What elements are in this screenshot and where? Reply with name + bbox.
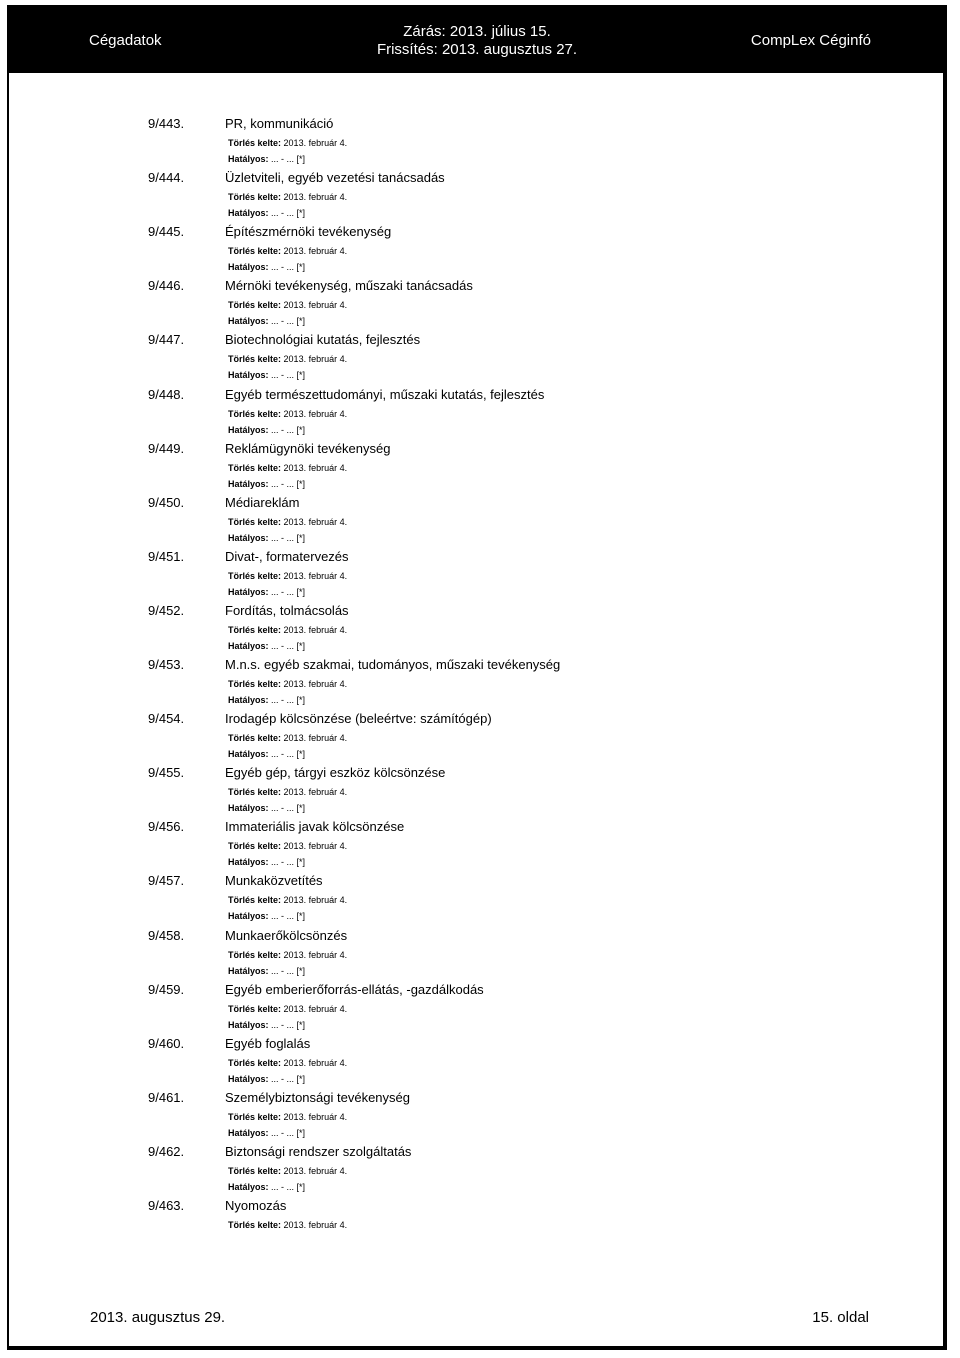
entry-title: Biotechnológiai kutatás, fejlesztés [225,332,421,348]
list-item [0,387,960,441]
entry-deletion-date [228,1112,347,1122]
entry-title: PR, kommunikáció [225,116,334,131]
deletion-value: 2013. február 4. [283,1165,348,1176]
entry-validity [228,911,305,921]
validity-value: ... - ... [*] [271,1019,306,1030]
header-refresh-date: Frissítés: 2013. augusztus 27. [376,41,578,58]
header-closing-date: Zárás: 2013. július 15. [403,23,551,40]
entry-title: Fordítás, tolmácsolás [225,602,349,618]
entry-number: 9/462. [148,1143,185,1159]
entry-title: Személybiztonsági tevékenység [225,1089,410,1105]
list-item [0,116,960,170]
validity-label: Hatályos: [228,803,269,814]
validity-label: Hatályos: [228,749,269,760]
entry-title: Egyéb természettudományi, műszaki kutatás, fejlesztés [225,386,545,402]
deletion-value: 2013. február 4. [283,1057,348,1068]
validity-value: ... - ... [*] [271,1181,306,1192]
entry-validity [228,695,305,705]
deletion-label: Törlés kelte: [228,624,282,635]
entry-title: Mérnöki tevékenység, műszaki tanácsadás [225,278,473,294]
list-item [0,711,960,765]
validity-value: ... - ... [*] [271,424,306,435]
entry-title: Nyomozás [225,1198,287,1213]
entry-validity [228,262,305,272]
list-item [0,1198,960,1252]
deletion-label: Törlés kelte: [228,679,282,689]
deletion-value: 2013. február 4. [283,733,348,744]
entry-deletion-date [228,679,347,689]
entry-deletion-date [228,787,347,797]
entry-number: 9/445. [148,224,185,240]
deletion-label: Törlés kelte: [228,408,282,419]
entry-deletion-date [228,1004,347,1014]
entry-number: 9/448. [148,386,185,402]
entry-validity [228,857,305,867]
list-item [0,603,960,657]
entry-title: Építészmérnöki tevékenység [225,224,392,240]
list-item [0,819,960,873]
deletion-label: Törlés kelte: [228,138,282,148]
deletion-label: Törlés kelte: [228,354,282,365]
entry-title: Munkaközvetítés [225,873,323,889]
entry-deletion-date [228,192,347,202]
header-company-data-label: Cégadatok [89,32,162,49]
entry-deletion-date [228,733,347,743]
deletion-value: 2013. február 4. [283,192,348,203]
entry-number: 9/452. [148,602,185,618]
entry-validity [228,641,305,651]
validity-value: ... - ... [*] [271,857,306,868]
entry-number: 9/455. [148,765,185,781]
validity-label: Hatályos: [228,208,269,219]
deletion-value: 2013. február 4. [283,246,348,257]
entry-deletion-date [228,1166,347,1176]
entry-number: 9/447. [148,332,185,348]
deletion-label: Törlés kelte: [228,1057,282,1068]
entry-deletion-date [228,354,347,364]
list-item [0,1090,960,1144]
validity-value: ... - ... [*] [271,695,306,705]
validity-label: Hatályos: [228,857,269,868]
entry-deletion-date [228,246,347,256]
entry-title: Immateriális javak kölcsönzése [225,819,405,835]
list-item [0,1036,960,1090]
deletion-label: Törlés kelte: [228,300,282,311]
entry-deletion-date [228,409,347,419]
entry-deletion-date [228,895,347,905]
validity-value: ... - ... [*] [271,1127,306,1138]
entry-deletion-date [228,1058,347,1068]
validity-value: ... - ... [*] [271,370,306,381]
deletion-label: Törlés kelte: [228,1111,282,1122]
entry-validity [228,749,305,759]
entry-validity [228,533,305,543]
list-item [0,441,960,495]
deletion-value: 2013. február 4. [283,300,348,311]
validity-value: ... - ... [*] [271,586,306,597]
validity-value: ... - ... [*] [271,262,306,273]
entry-number: 9/444. [148,170,185,186]
entry-deletion-date [228,300,347,310]
list-item [0,278,960,332]
deletion-label: Törlés kelte: [228,1003,282,1014]
entry-number: 9/446. [148,278,185,294]
deletion-value: 2013. február 4. [283,1003,348,1014]
entry-validity [228,587,305,597]
entry-validity [228,1182,305,1192]
entry-deletion-date [228,841,347,851]
validity-label: Hatályos: [228,640,269,651]
validity-value: ... - ... [*] [271,316,306,327]
list-item [0,495,960,549]
entry-validity [228,425,305,435]
entry-title: Divat-, formatervezés [225,548,349,564]
entry-title: Egyéb emberierőforrás-ellátás, -gazdálkodás [225,981,484,997]
entry-deletion-date [228,517,347,527]
list-item [0,224,960,278]
validity-label: Hatályos: [228,1073,269,1084]
validity-value: ... - ... [*] [271,1073,306,1084]
list-item [0,765,960,819]
entry-number: 9/456. [148,819,185,835]
entry-title: Reklámügynöki tevékenység [225,440,391,456]
entry-title: Biztonsági rendszer szolgáltatás [225,1143,412,1159]
page-header [7,5,947,73]
entry-title: Médiareklám [225,494,300,510]
validity-label: Hatályos: [228,424,269,435]
validity-label: Hatályos: [228,478,269,489]
deletion-label: Törlés kelte: [228,1220,282,1230]
validity-value: ... - ... [*] [271,965,306,976]
validity-label: Hatályos: [228,1181,269,1192]
validity-value: ... - ... [*] [271,208,306,219]
entry-validity [228,208,305,218]
entry-number: 9/459. [148,981,185,997]
entry-validity [228,1020,305,1030]
entry-validity [228,803,305,813]
entry-deletion-date [228,138,347,148]
entry-validity [228,966,305,976]
footer-page-number: 15. oldal [812,1309,869,1326]
entry-deletion-date [228,950,347,960]
list-item [0,332,960,386]
validity-value: ... - ... [*] [271,478,306,489]
deletion-label: Törlés kelte: [228,949,282,960]
list-item [0,170,960,224]
validity-label: Hatályos: [228,316,269,327]
entry-number: 9/460. [148,1035,185,1051]
deletion-value: 2013. február 4. [283,895,348,906]
deletion-label: Törlés kelte: [228,462,282,473]
deletion-value: 2013. február 4. [283,138,348,148]
deletion-value: 2013. február 4. [283,787,348,798]
entry-validity [228,479,305,489]
deletion-value: 2013. február 4. [283,1111,348,1122]
deletion-label: Törlés kelte: [228,246,282,257]
entry-number: 9/453. [148,657,185,672]
deletion-label: Törlés kelte: [228,516,282,527]
deletion-label: Törlés kelte: [228,787,282,798]
validity-label: Hatályos: [228,1127,269,1138]
deletion-value: 2013. február 4. [283,408,348,419]
validity-value: ... - ... [*] [271,154,306,164]
validity-value: ... - ... [*] [271,640,306,651]
entry-number: 9/450. [148,494,185,510]
deletion-label: Törlés kelte: [228,895,282,906]
validity-label: Hatályos: [228,695,269,705]
deletion-value: 2013. február 4. [283,841,348,852]
list-item [0,928,960,982]
validity-label: Hatályos: [228,262,269,273]
entry-validity [228,1128,305,1138]
entry-deletion-date [228,1220,347,1230]
deletion-label: Törlés kelte: [228,570,282,581]
list-item [0,982,960,1036]
deletion-label: Törlés kelte: [228,1165,282,1176]
entry-number: 9/461. [148,1089,185,1105]
entry-number: 9/454. [148,711,185,727]
entry-validity [228,316,305,326]
entry-number: 9/457. [148,873,185,889]
deletion-label: Törlés kelte: [228,841,282,852]
list-item [0,549,960,603]
entry-title: Egyéb gép, tárgyi eszköz kölcsönzése [225,765,446,781]
deletion-value: 2013. február 4. [283,624,348,635]
entry-number: 9/451. [148,548,185,564]
deletion-value: 2013. február 4. [283,516,348,527]
entry-number: 9/458. [148,927,185,943]
entry-title: Egyéb foglalás [225,1035,311,1051]
validity-label: Hatályos: [228,154,269,164]
validity-label: Hatályos: [228,1019,269,1030]
entry-deletion-date [228,625,347,635]
deletion-label: Törlés kelte: [228,733,282,744]
entry-validity [228,1074,305,1084]
entry-deletion-date [228,463,347,473]
header-product-name: CompLex Céginfó [750,32,871,49]
footer-date: 2013. augusztus 29. [90,1309,226,1326]
validity-label: Hatályos: [228,586,269,597]
deletion-label: Törlés kelte: [228,192,282,203]
entry-title: Munkaerőkölcsönzés [225,927,348,943]
entry-validity [228,154,305,164]
entry-validity [228,370,305,380]
validity-label: Hatályos: [228,911,269,922]
list-item [0,1144,960,1198]
validity-value: ... - ... [*] [271,532,306,543]
entry-title: Irodagép kölcsönzése (beleértve: számítógép) [225,711,492,727]
validity-label: Hatályos: [228,370,269,381]
validity-value: ... - ... [*] [271,911,306,922]
deletion-value: 2013. február 4. [283,570,348,581]
deletion-value: 2013. február 4. [283,354,348,365]
validity-label: Hatályos: [228,965,269,976]
list-item [0,657,960,711]
validity-value: ... - ... [*] [271,749,306,760]
validity-value: ... - ... [*] [271,803,306,814]
entry-title: Üzletviteli, egyéb vezetési tanácsadás [225,170,445,186]
entry-deletion-date [228,571,347,581]
validity-label: Hatályos: [228,532,269,543]
list-item [0,873,960,927]
deletion-value: 2013. február 4. [283,1220,348,1230]
deletion-value: 2013. február 4. [283,679,348,689]
entry-number: 9/443. [148,116,185,131]
entry-title: M.n.s. egyéb szakmai, tudományos, műszaki tevékenység [225,657,561,672]
deletion-value: 2013. február 4. [283,462,348,473]
entry-number: 9/449. [148,440,185,456]
deletion-value: 2013. február 4. [283,949,348,960]
entry-number: 9/463. [148,1198,185,1213]
